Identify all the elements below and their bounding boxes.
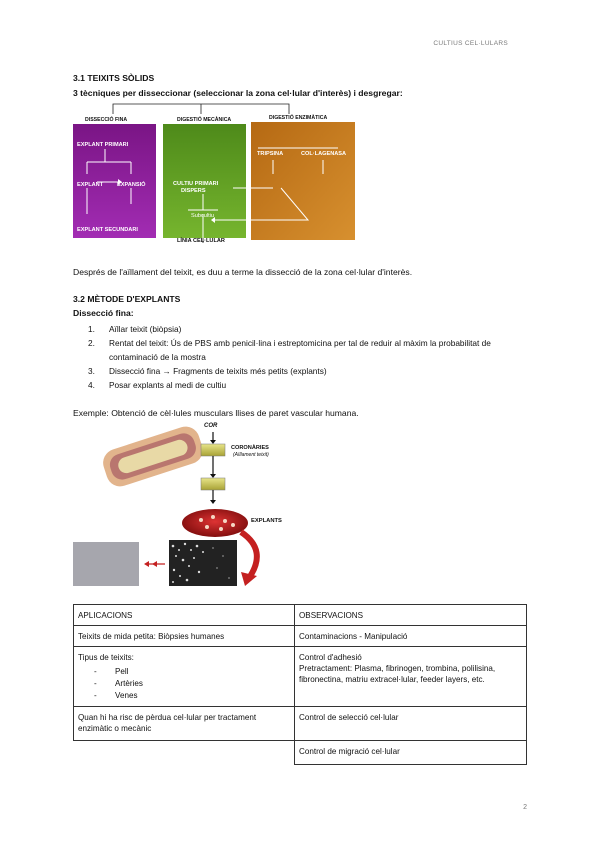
- page-number: 2: [523, 804, 527, 811]
- table-row: [74, 707, 527, 741]
- running-header: CULTIUS CEL·LULARS: [433, 40, 508, 47]
- table-cell: Control de selecció cel·lular: [295, 707, 527, 741]
- step-item: 2. Rentat del teixit: Ús de PBS amb penicil·lina i estreptomicina per tal de reduir al màxim la probabilitat de contaminació de la mostra: [88, 338, 491, 362]
- label-col-lagenasa: COL·LAGENASA: [301, 151, 347, 157]
- explant-dish: [182, 509, 248, 537]
- example-text: Exemple: Obtenció de cèl·lules musculars llises de paret vascular humana.: [73, 408, 359, 418]
- table-row: [74, 741, 527, 765]
- section-heading-3-1: 3.1 TEIXITS SÒLIDS: [73, 73, 155, 83]
- adhesion-title: Control d'adhesió: [299, 653, 362, 662]
- list-item: - Artèries: [94, 679, 143, 688]
- list-item: - Pell: [94, 667, 129, 676]
- step-item: 3. Dissecció fina → Fragments de teixits més petits (explants): [88, 366, 327, 376]
- step-item: 1. Aïllar teixit (biòpsia): [88, 324, 182, 334]
- label-explant-primari: EXPLANT PRIMARI: [77, 142, 129, 148]
- tissue-types-list: [94, 666, 290, 702]
- table-cell-empty: [74, 741, 295, 765]
- subheading-disseccio-fina: Dissecció fina:: [73, 308, 134, 318]
- table-cell: Teixits de mida petita: Biòpsies humanes: [74, 626, 295, 647]
- label-tripsina: TRIPSINA: [257, 151, 284, 157]
- section-heading-3-2: 3.2 MÈTODE D'EXPLANTS: [73, 294, 181, 304]
- label-subcultiu: Subcultiu: [191, 213, 215, 219]
- technique-diagram-graphic: [73, 102, 355, 244]
- steps-list: [88, 322, 528, 392]
- table-cell: Control de migració cel·lular: [295, 741, 527, 765]
- label-cor: COR: [204, 423, 218, 429]
- header-cell: OBSERVACIONS: [295, 605, 527, 626]
- explant-diagram: [73, 420, 303, 590]
- label-linia-cel-lular: LÍNIA CEL·LULAR: [177, 238, 225, 244]
- table-row: [74, 626, 527, 647]
- table-cell: Quan hi ha risc de pèrdua cel·lular per tractament enzimàtic o mecànic: [74, 707, 295, 741]
- technique-diagram: [73, 102, 355, 244]
- label-expansio: EXPANSIÓ: [117, 182, 146, 188]
- header-cell: APLICACIONS: [74, 605, 295, 626]
- table-cell: Contaminacions - Manipulació: [295, 626, 527, 647]
- table-cell: [74, 647, 295, 707]
- col-digestio-mecanica: DIGESTIÓ MECÀNICA: [177, 117, 232, 123]
- label-explant: EXPLANT: [77, 182, 104, 188]
- step-item: 4. Posar explants al medi de cultiu: [88, 380, 227, 390]
- orange-box: [251, 122, 355, 240]
- col-disseccio-fina: DISSECCIÓ FINA: [85, 117, 128, 123]
- label-explants: EXPLANTS: [251, 518, 282, 524]
- adhesion-text: Pretractament: Plasma, fibrinogen, trombina, polilisina, fibronectina, matriu extracel·lular, feeder layers, etc.: [299, 664, 496, 684]
- label-coronaries: CORONÀRIES: [231, 445, 269, 451]
- section-intro: 3 tècniques per disseccionar (seleccionar la zona cel·lular d'interès) i desgregar:: [73, 88, 403, 98]
- paragraph-after-diagram: Després de l'aïllament del teixit, es duu a terme la dissecció de la zona cel·lular d'interès.: [73, 267, 413, 277]
- col-digestio-enzimatica: DIGESTIÓ ENZIMÀTICA: [269, 115, 328, 121]
- list-item: - Venes: [94, 691, 138, 700]
- table-cell: [295, 647, 527, 707]
- applications-table: [73, 604, 527, 765]
- label-cultiu-primari: CULTIU PRIMARI: [173, 181, 219, 187]
- table-row: [74, 647, 527, 707]
- label-dispers: DISPERS: [181, 188, 206, 194]
- table-header-row: [74, 605, 527, 626]
- label-explant-secundari: EXPLANT SECUNDARI: [77, 227, 138, 233]
- tissue-types-title: Tipus de teixits:: [78, 653, 134, 662]
- label-coronaries-sub: (Aïllament teixit): [233, 452, 269, 458]
